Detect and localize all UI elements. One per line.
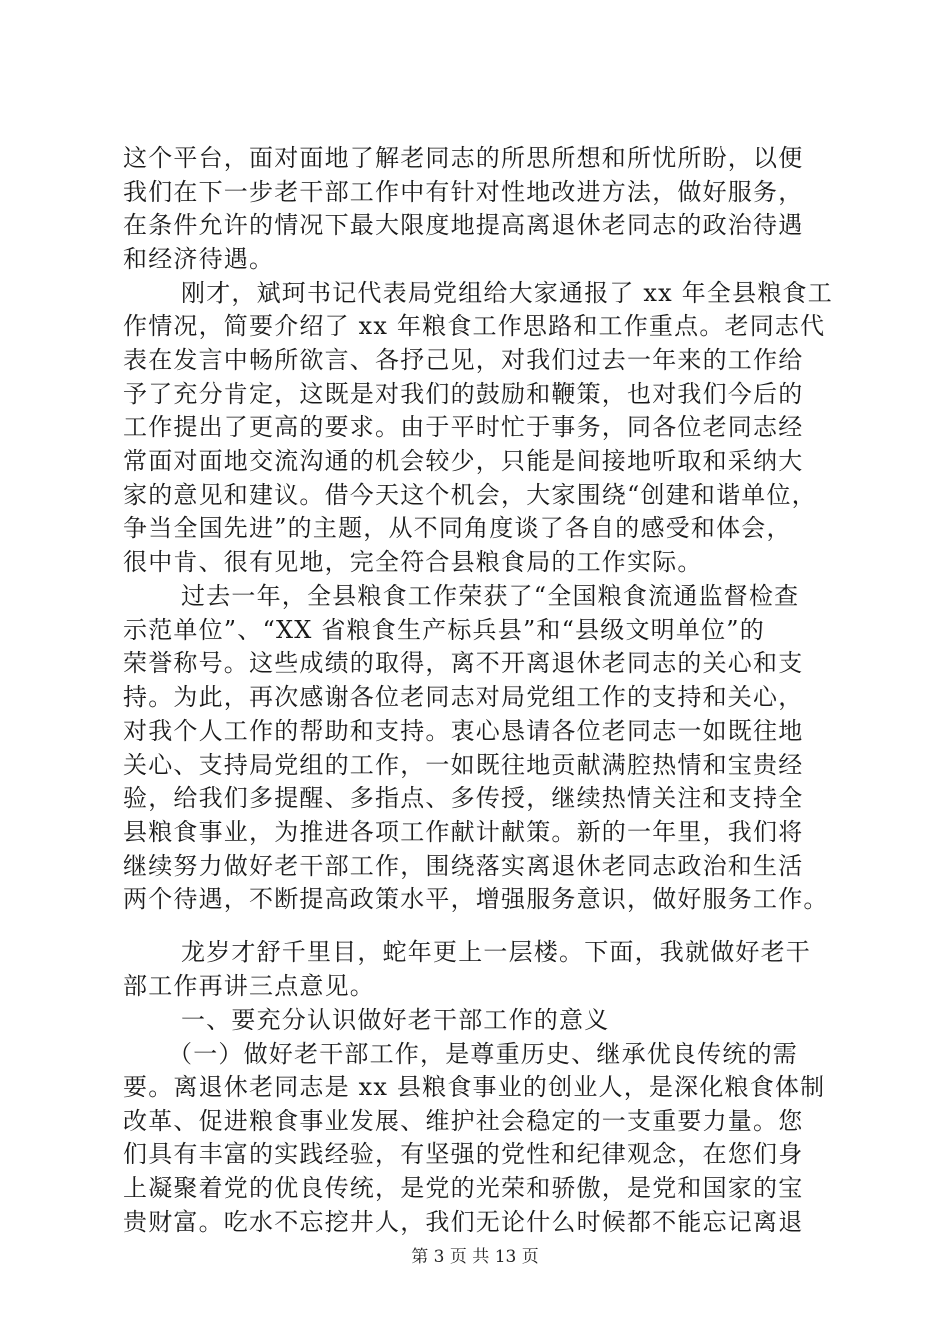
text-line [0,276,950,310]
text-line-content: 很中肯、很有见地，完全符合县粮食局的工作实际。 [123,548,703,576]
text-line-content: 过去一年，全县粮食工作荣获了“全国粮食流通监督检查 [181,582,800,610]
text-line [0,545,950,579]
text-line [0,714,950,748]
text-line [0,444,950,478]
text-line [0,815,950,849]
text-line-content: 贵财富。吃水不忘挖井人，我们无论什么时候都不能忘记离退 [123,1208,804,1236]
section-heading-text: 一、要充分认识做好老干部工作的意义 [181,1006,610,1034]
text-line [0,613,950,647]
text-line-content: 关心、支持局党组的工作，一如既往地贡献满腔热情和宝贵经 [123,751,804,779]
text-line-content: 家的意见和建议。借今天这个机会，大家围绕“创建和谐单位， [123,481,817,509]
text-line [0,646,950,680]
text-line [0,1137,950,1171]
text-line-content: 争当全国先进”的主题，从不同角度谈了各自的感受和体会， [123,514,792,542]
text-line [0,849,950,883]
section-heading [0,1003,950,1037]
text-line [0,343,950,377]
text-line-content: 要。离退休老同志是 xx 县粮食事业的创业人，是深化粮食体制 [123,1073,826,1101]
text-line [0,1205,950,1239]
text-line [0,935,950,969]
text-line [0,242,950,276]
text-line-content: （一）做好老干部工作，是尊重历史、继承优良传统的需 [168,1040,798,1068]
text-line [0,175,950,209]
text-line-content: 持。为此，再次感谢各位老同志对局党组工作的支持和关心， [123,683,804,711]
text-line-content: 县粮食事业，为推进各项工作献计献策。新的一年里，我们将 [123,818,804,846]
text-line [0,1037,950,1071]
text-line [0,309,950,343]
text-line-content: 继续努力做好老干部工作，围绕落实离退休老同志政治和生活 [123,852,804,880]
text-line [0,478,950,512]
text-line-content: 刚才，斌珂书记代表局党组给大家通报了 xx 年全县粮食工 [181,279,833,307]
text-line-content: 两个待遇，不断提高政策水平，增强服务意识，做好服务工作。 [123,885,829,913]
text-line [0,781,950,815]
text-line [0,511,950,545]
text-line [0,377,950,411]
text-line-content: 部工作再讲三点意见。 [123,972,375,1000]
text-line-content: 验，给我们多提醒、多指点、多传授，继续热情关注和支持全 [123,784,804,812]
text-line [0,882,950,916]
text-line [0,1171,950,1205]
text-line [0,748,950,782]
text-line-content: 予了充分肯定，这既是对我们的鼓励和鞭策，也对我们今后的 [123,380,804,408]
text-line-content: 和经济待遇。 [123,245,275,273]
text-line-content: 在条件允许的情况下最大限度地提高离退休老同志的政治待遇 [123,211,804,239]
text-line-content: 作情况，简要介绍了 xx 年粮食工作思路和工作重点。老同志代 [123,312,826,340]
text-line [0,579,950,613]
text-line [0,680,950,714]
text-line-content: 这个平台，面对面地了解老同志的所思所想和所忧所盼，以便 [123,144,804,172]
text-line [0,1104,950,1138]
text-line-content: 改革、促进粮食事业发展、维护社会稳定的一支重要力量。您 [123,1107,804,1135]
text-line-content: 我们在下一步老干部工作中有针对性地改进方法，做好服务， [123,178,804,206]
text-line-content: 对我个人工作的帮助和支持。衷心恳请各位老同志一如既往地 [123,717,804,745]
text-line [0,1070,950,1104]
text-line-content: 荣誉称号。这些成绩的取得，离不开离退休老同志的关心和支 [123,649,804,677]
text-line [0,969,950,1003]
text-line-content: 示范单位”、“XX 省粮食生产标兵县”和“县级文明单位”的 [123,616,765,644]
text-line [0,410,950,444]
text-line [0,141,950,175]
text-line-content: 常面对面地交流沟通的机会较少，只能是间接地听取和采纳大 [123,447,804,475]
text-line-content: 龙岁才舒千里目，蛇年更上一层楼。下面，我就做好老干 [181,938,811,966]
text-line-content: 上凝聚着党的优良传统，是党的光荣和骄傲，是党和国家的宝 [123,1174,804,1202]
text-line-content: 表在发言中畅所欲言、各抒己见，对我们过去一年来的工作给 [123,346,804,374]
text-line-content: 们具有丰富的实践经验，有坚强的党性和纪律观念，在您们身 [123,1140,804,1168]
text-line-content: 工作提出了更高的要求。由于平时忙于事务，同各位老同志经 [123,413,804,441]
text-line [0,208,950,242]
page-indicator: 第 3 页 共 13 页 [411,1247,539,1267]
